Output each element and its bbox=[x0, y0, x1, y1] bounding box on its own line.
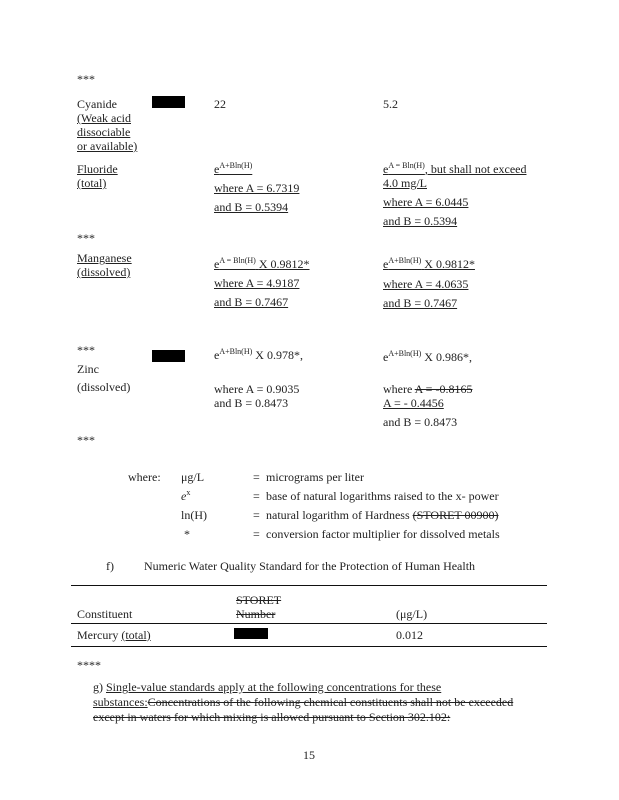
manganese-name: Manganese bbox=[77, 251, 132, 265]
section-marker: **** bbox=[77, 658, 101, 672]
table-bottom-rule bbox=[71, 646, 547, 647]
legend-definition: natural logarithm of Hardness (STORET 00900) bbox=[266, 508, 499, 522]
fluoride-chronic-a: where A = 6.0445 bbox=[383, 195, 469, 209]
fluoride-name: Fluoride bbox=[77, 162, 118, 176]
redacted-storet bbox=[152, 350, 185, 362]
legend-definition: conversion factor multiplier for dissolved metals bbox=[266, 527, 500, 541]
legend-definition: base of natural logarithms raised to the x- power bbox=[266, 489, 499, 503]
cyanide-name: Cyanide bbox=[77, 97, 117, 111]
fluoride-chronic-b: and B = 0.5394 bbox=[383, 214, 458, 228]
manganese-acute-formula: $e^{A = Bln(H)}$ X 0.9812* bbox=[214, 256, 310, 271]
table-header-constituent: Constituent bbox=[77, 607, 133, 621]
section-g-line2: substances:Concentrations of the following chemical constituents shall not be exceeded bbox=[93, 695, 514, 709]
zinc-acute-a: where A = 0.9035 bbox=[214, 382, 300, 396]
legend-title: where: bbox=[128, 470, 161, 484]
section-marker: *** bbox=[77, 433, 95, 447]
section-marker: *** bbox=[77, 72, 95, 86]
cyanide-acute: 22 bbox=[214, 97, 226, 111]
fluoride-acute-b: and B = 0.5394 bbox=[214, 200, 289, 214]
fluoride-chronic-limit: 4.0 mg/L bbox=[383, 176, 427, 190]
fluoride-acute-a: where A = 6.7319 bbox=[214, 181, 300, 195]
redacted-storet bbox=[234, 628, 268, 639]
zinc-qualifier: (dissolved) bbox=[77, 380, 131, 394]
manganese-chronic-a: where A = 4.0635 bbox=[383, 277, 469, 291]
section-g-line3: except in waters for which mixing is allowed pursuant to Section 302.102: bbox=[93, 710, 451, 724]
legend-equals: = bbox=[253, 527, 260, 541]
manganese-qualifier: (dissolved) bbox=[77, 265, 131, 279]
section-marker: *** bbox=[77, 231, 95, 245]
table-header-units: (μg/L) bbox=[396, 607, 428, 621]
legend-symbol: * bbox=[184, 527, 190, 541]
zinc-name: Zinc bbox=[77, 362, 99, 376]
zinc-chronic-a: A = - 0.4456 bbox=[383, 396, 444, 410]
zinc-chronic-b: and B = 0.8473 bbox=[383, 415, 458, 429]
zinc-acute-b: and B = 0.8473 bbox=[214, 396, 289, 410]
zinc-acute-formula: $e^{A+Bln(H)}$ X 0.978*, bbox=[214, 347, 303, 362]
section-g-line1: g) Single-value standards apply at the following concentrations for these bbox=[93, 680, 442, 694]
legend-symbol: ln(H) bbox=[181, 508, 207, 522]
manganese-chronic-formula: $e^{A+Bln(H)}$ X 0.9812* bbox=[383, 256, 475, 271]
manganese-acute-a: where A = 4.9187 bbox=[214, 276, 300, 290]
legend-symbol: μg/L bbox=[181, 470, 205, 484]
manganese-chronic-b: and B = 0.7467 bbox=[383, 296, 458, 310]
table-header-rule bbox=[71, 623, 547, 624]
fluoride-qualifier: (total) bbox=[77, 176, 107, 190]
redacted-storet bbox=[152, 96, 185, 108]
fluoride-chronic-formula: $e^{A = Bln(H)}$, but shall not exceed bbox=[383, 161, 527, 176]
cyanide-chronic: 5.2 bbox=[383, 97, 398, 111]
zinc-chronic-formula: $e^{A+Bln(H)}$ X 0.986*, bbox=[383, 349, 472, 364]
section-f-title: Numeric Water Quality Standard for the Protection of Human Health bbox=[144, 559, 476, 573]
legend-equals: = bbox=[253, 489, 260, 503]
cyanide-qualifier-2: dissociable bbox=[77, 125, 131, 139]
legend-symbol: $e^x$ bbox=[181, 488, 191, 503]
table-row-value: 0.012 bbox=[396, 628, 423, 642]
manganese-acute-b: and B = 0.7467 bbox=[214, 295, 289, 309]
table-top-rule bbox=[71, 585, 547, 586]
section-marker: *** bbox=[77, 343, 95, 357]
legend-equals: = bbox=[253, 470, 260, 484]
legend-equals: = bbox=[253, 508, 260, 522]
zinc-chronic-a-old: where A = -0.8165 bbox=[383, 382, 473, 396]
table-row-constituent: Mercury (total) bbox=[77, 628, 151, 642]
legend-definition: micrograms per liter bbox=[266, 470, 364, 484]
cyanide-qualifier-3: or available) bbox=[77, 139, 138, 153]
cyanide-qualifier-1: (Weak acid bbox=[77, 111, 131, 125]
fluoride-acute-formula: $e^{A+Bln(H)}$ bbox=[214, 161, 253, 176]
section-f-label: f) bbox=[106, 559, 114, 573]
table-header-number: Number bbox=[236, 607, 276, 621]
page-number: 15 bbox=[303, 748, 315, 762]
table-header-storet: STORET bbox=[236, 593, 282, 607]
